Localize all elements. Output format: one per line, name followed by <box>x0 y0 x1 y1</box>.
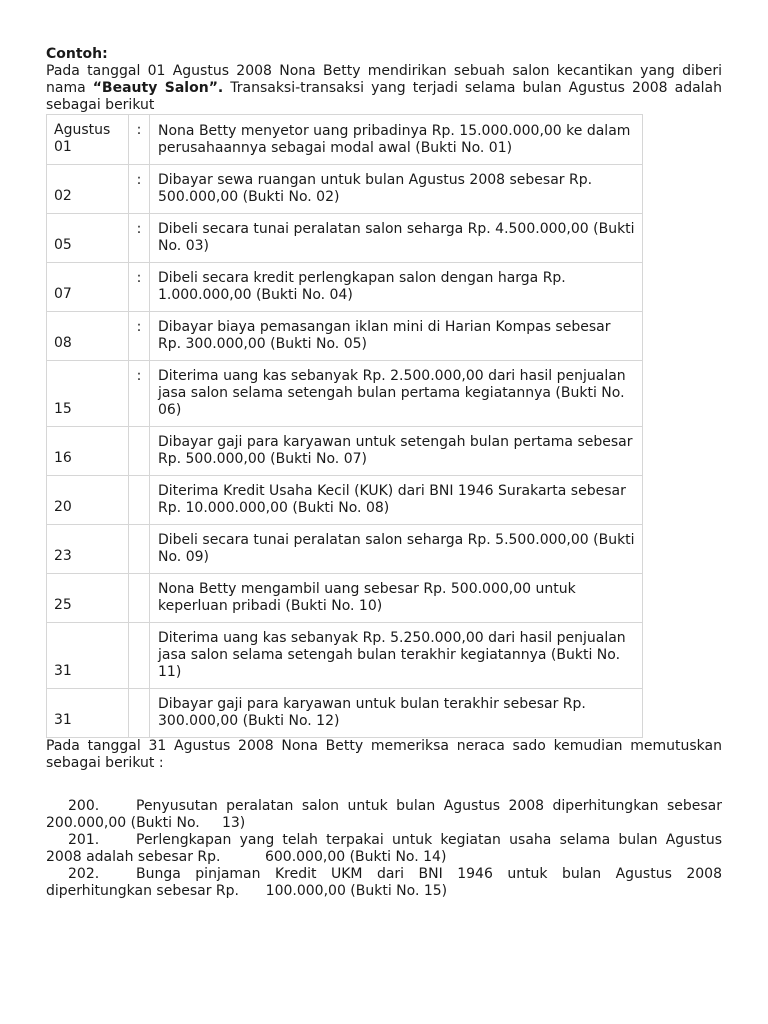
salon-name: “Beauty Salon”. <box>92 80 224 96</box>
transaction-description: Dibeli secara tunai peralatan salon seharga Rp. 4.500.000,00 (Bukti No. 03) <box>150 214 643 263</box>
adjustment-number: 200. <box>68 798 100 814</box>
transaction-row <box>47 312 643 361</box>
adjustment-item <box>46 866 722 900</box>
adjustment-text: Perlengkapan yang telah terpakai untuk kegiatan usaha selama bulan Agustus <box>136 832 722 848</box>
transaction-colon <box>129 476 150 525</box>
transaction-date: 31 <box>47 623 129 689</box>
transaction-description: Diterima Kredit Usaha Kecil (KUK) dari BNI 1946 Surakarta sebesar Rp. 10.000.000,00 (Bukti No. 08) <box>150 476 643 525</box>
transaction-row <box>47 623 643 689</box>
transaction-date: 20 <box>47 476 129 525</box>
transaction-description: Nona Betty menyetor uang pribadinya Rp. 15.000.000,00 ke dalam perusahaannya sebagai modal awal (Bukti No. 01) <box>150 115 643 165</box>
transaction-date: 16 <box>47 427 129 476</box>
transaction-row <box>47 165 643 214</box>
transaction-colon: : <box>129 361 150 427</box>
adjustment-text: Penyusutan peralatan salon untuk bulan Agustus 2008 diperhitungkan sebesar <box>136 798 722 814</box>
heading: Contoh: <box>46 46 108 62</box>
adjustment-text-cont: diperhitungkan sebesar Rp. 100.000,00 (Bukti No. 15) <box>46 883 448 899</box>
transaction-date: 23 <box>47 525 129 574</box>
adjustment-number: 201. <box>68 832 100 848</box>
transaction-colon: : <box>129 214 150 263</box>
transaction-row <box>47 115 643 165</box>
transaction-description: Diterima uang kas sebanyak Rp. 2.500.000,00 dari hasil penjualan jasa salon selama setengah bulan pertama kegiatannya (Bukti No. 06) <box>150 361 643 427</box>
transaction-date: 31 <box>47 689 129 738</box>
transaction-colon <box>129 427 150 476</box>
adjustment-item <box>46 798 722 832</box>
transaction-description: Nona Betty mengambil uang sebesar Rp. 500.000,00 untuk keperluan pribadi (Bukti No. 10) <box>150 574 643 623</box>
transaction-date: 15 <box>47 361 129 427</box>
adjustment-text-cont: 200.000,00 (Bukti No. 13) <box>46 815 246 831</box>
adjustment-item <box>46 832 722 866</box>
transaction-row <box>47 263 643 312</box>
transaction-description: Dibeli secara tunai peralatan salon seharga Rp. 5.500.000,00 (Bukti No. 09) <box>150 525 643 574</box>
transaction-date: 05 <box>47 214 129 263</box>
adjustment-text: Bunga pinjaman Kredit UKM dari BNI 1946 untuk bulan Agustus 2008 <box>136 866 722 882</box>
transaction-row <box>47 361 643 427</box>
intro-text-start: Pada tanggal 01 Agustus 2008 Nona Betty mendirikan sebuah salon kecantikan yang diberi nama <box>46 63 722 96</box>
transaction-date: 25 <box>47 574 129 623</box>
adjustment-number: 202. <box>68 866 100 882</box>
transaction-description: Dibayar sewa ruangan untuk bulan Agustus 2008 sebesar Rp. 500.000,00 (Bukti No. 02) <box>150 165 643 214</box>
transaction-colon <box>129 689 150 738</box>
transaction-row <box>47 427 643 476</box>
adjustment-list <box>46 798 722 900</box>
transaction-date: Agustus 01 <box>47 115 129 165</box>
transaction-row <box>47 214 643 263</box>
transaction-colon: : <box>129 115 150 165</box>
transaction-row <box>47 476 643 525</box>
transaction-description: Diterima uang kas sebanyak Rp. 5.250.000,00 dari hasil penjualan jasa salon selama setengah bulan terakhir kegiatannya (Bukti No. 11) <box>150 623 643 689</box>
transactions-table <box>46 114 669 738</box>
adjustment-text-cont: 2008 adalah sebesar Rp. 600.000,00 (Bukti No. 14) <box>46 849 447 865</box>
transaction-colon <box>129 574 150 623</box>
transaction-description: Dibayar biaya pemasangan iklan mini di Harian Kompas sebesar Rp. 300.000,00 (Bukti No. 05) <box>150 312 643 361</box>
transaction-colon: : <box>129 263 150 312</box>
transaction-colon <box>129 525 150 574</box>
transaction-row <box>47 574 643 623</box>
intro-paragraph <box>46 63 722 114</box>
transaction-date: 07 <box>47 263 129 312</box>
transaction-row <box>47 689 643 738</box>
transaction-description: Dibeli secara kredit perlengkapan salon dengan harga Rp. 1.000.000,00 (Bukti No. 04) <box>150 263 643 312</box>
transaction-colon: : <box>129 165 150 214</box>
transaction-description: Dibayar gaji para karyawan untuk bulan terakhir sebesar Rp. 300.000,00 (Bukti No. 12) <box>150 689 643 738</box>
transaction-colon: : <box>129 312 150 361</box>
document-content <box>46 46 722 900</box>
transaction-date: 08 <box>47 312 129 361</box>
transaction-row <box>47 525 643 574</box>
intro-text-end: Transaksi-transaksi yang terjadi selama bulan Agustus 2008 adalah sebagai berikut <box>46 80 722 113</box>
transaction-colon <box>129 623 150 689</box>
outro-paragraph: Pada tanggal 31 Agustus 2008 Nona Betty memeriksa neraca sado kemudian memutuskan sebagai berikut : <box>46 738 722 771</box>
transaction-description: Dibayar gaji para karyawan untuk setengah bulan pertama sebesar Rp. 500.000,00 (Bukti No. 07) <box>150 427 643 476</box>
transaction-date: 02 <box>47 165 129 214</box>
